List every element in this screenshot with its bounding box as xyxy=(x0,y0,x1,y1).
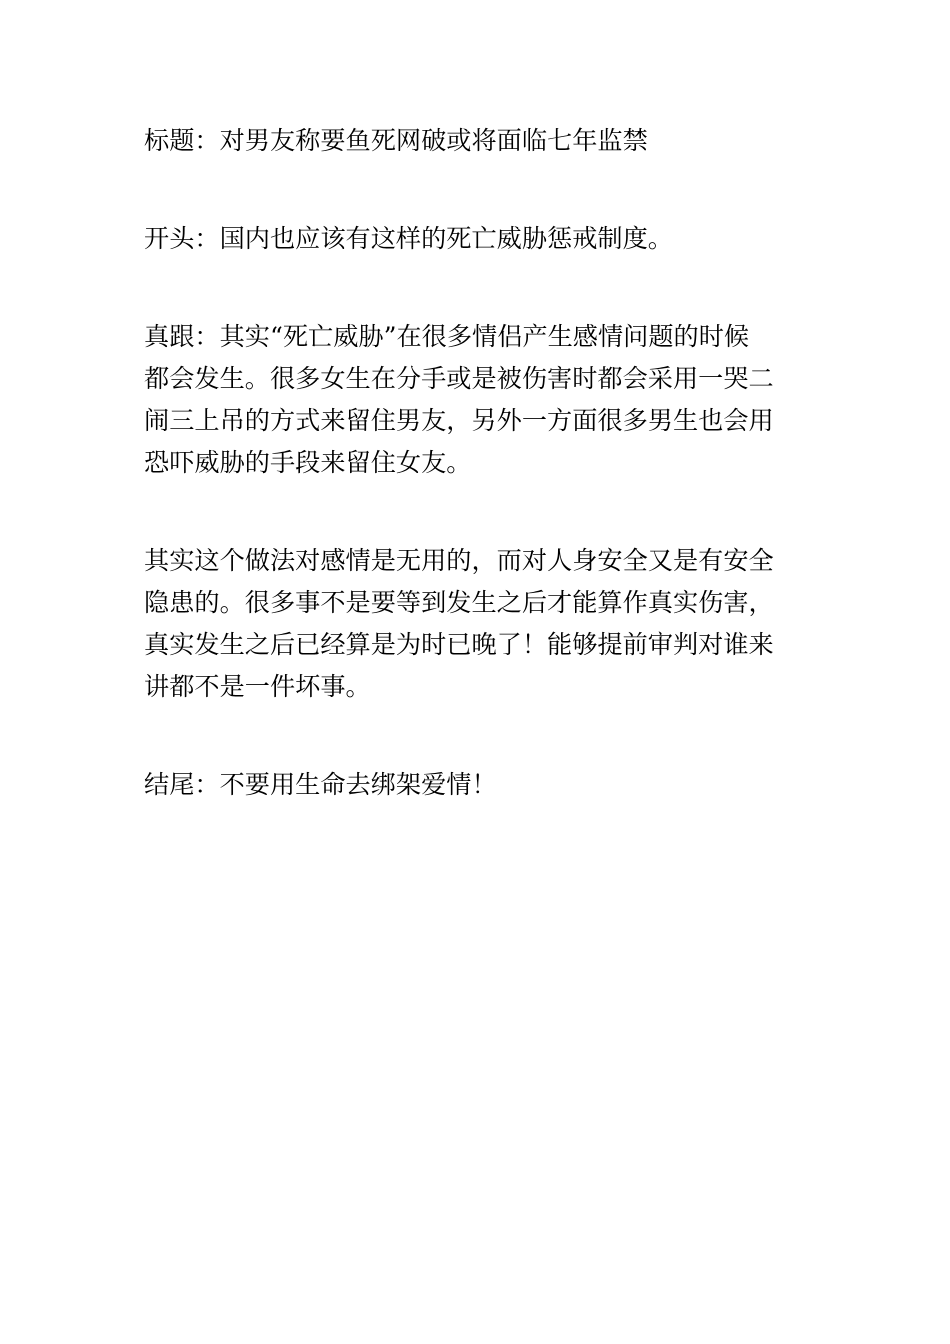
opening-paragraph xyxy=(144,218,814,260)
body-line: 闹三上吊的方式来留住男友，另外一方面很多男生也会用 xyxy=(144,406,774,435)
body-line: 都会发生。很多女生在分手或是被伤害时都会采用一哭二 xyxy=(144,364,774,393)
body-line: 其实这个做法对感情是无用的，而对人身安全又是有安全 xyxy=(144,546,774,575)
opening-line: 开头：国内也应该有这样的死亡威胁惩戒制度。 xyxy=(144,224,673,253)
ending-line: 结尾：不要用生命去绑架爱情！ xyxy=(144,770,497,799)
body-line: 真实发生之后已经算是为时已晚了！能够提前审判对谁来 xyxy=(144,630,774,659)
body-paragraph-2 xyxy=(144,540,814,708)
body-paragraph-1 xyxy=(144,316,814,484)
title-line: 标题：对男友称要鱼死网破或将面临七年监禁 xyxy=(144,126,648,155)
paragraph-gap xyxy=(144,162,814,218)
paragraph-gap xyxy=(144,260,814,316)
body-line: 真跟：其实“死亡威胁”在很多情侣产生感情问题的时候 xyxy=(144,322,750,351)
body-line: 恐吓威胁的手段来留住女友。 xyxy=(144,448,472,477)
title-paragraph xyxy=(144,120,814,162)
document-page xyxy=(144,120,814,806)
paragraph-gap xyxy=(144,484,814,540)
ending-paragraph xyxy=(144,764,814,806)
paragraph-gap xyxy=(144,708,814,764)
body-line: 讲都不是一件坏事。 xyxy=(144,672,371,701)
body-line: 隐患的。很多事不是要等到发生之后才能算作真实伤害， xyxy=(144,588,774,617)
